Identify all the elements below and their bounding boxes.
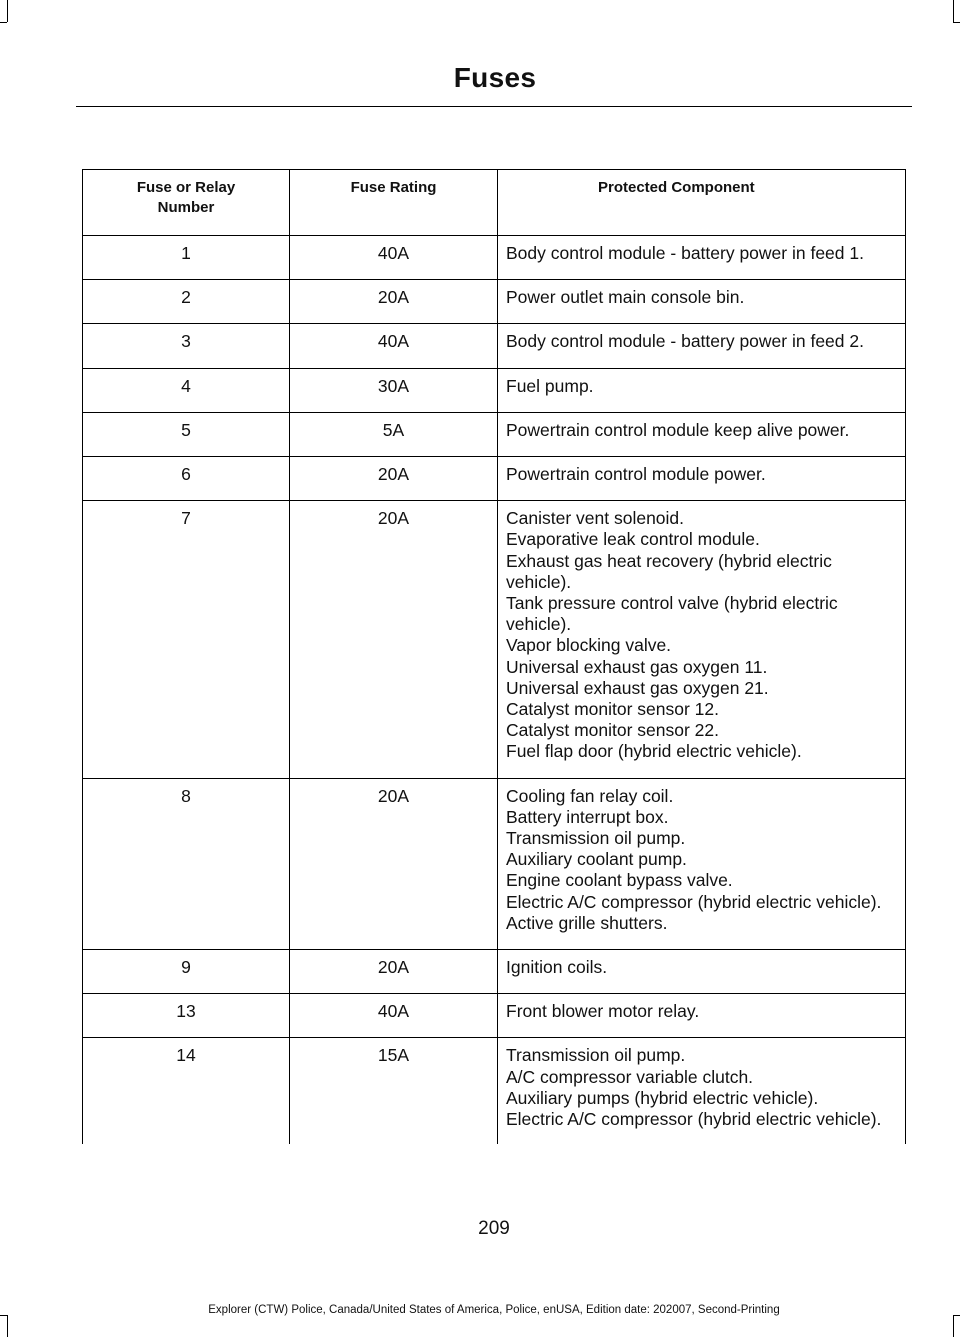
- component-line: Powertrain control module keep alive power.: [506, 419, 850, 440]
- fuse-rating: 40A: [290, 994, 498, 1038]
- protected-component: [498, 236, 906, 280]
- fuse-rating: 15A: [290, 1038, 498, 1144]
- protected-component: [498, 950, 906, 994]
- page-number: 209: [478, 1218, 510, 1239]
- fuse-rating: 20A: [290, 778, 498, 949]
- component-line: Battery interrupt box.: [506, 806, 669, 827]
- fuse-rating: 20A: [290, 280, 498, 324]
- page-title: Fuses: [453, 62, 537, 93]
- table-row: [83, 236, 906, 280]
- crop-mark-top-left: [7, 0, 8, 22]
- column-header-number: Fuse or Relay Number: [83, 170, 290, 236]
- column-header-component: Protected Component: [498, 170, 906, 236]
- table-row: [83, 501, 906, 778]
- fuse-number: 2: [83, 280, 290, 324]
- fuse-number: 4: [83, 368, 290, 412]
- component-line: Electric A/C compressor (hybrid electric vehicle).: [506, 1109, 882, 1130]
- fuse-rating: 20A: [290, 950, 498, 994]
- protected-component: [498, 1038, 906, 1144]
- component-line: Fuel flap door (hybrid electric vehicle).: [506, 741, 802, 762]
- component-line: Auxiliary coolant pump.: [506, 849, 687, 870]
- fuse-rating: 40A: [290, 236, 498, 280]
- fuse-table: [82, 169, 906, 1144]
- crop-mark-bottom-left: [7, 1315, 8, 1337]
- component-line: Fuel pump.: [506, 375, 594, 396]
- component-line: Front blower motor relay.: [506, 1001, 700, 1022]
- fuse-number: 1: [83, 236, 290, 280]
- component-line: Transmission oil pump.: [506, 828, 686, 849]
- component-line: Transmission oil pump.: [506, 1045, 686, 1066]
- component-line: Ignition coils.: [506, 957, 608, 978]
- fuse-rating: 20A: [290, 501, 498, 778]
- fuse-rating: 20A: [290, 457, 498, 501]
- protected-component: [498, 994, 906, 1038]
- protected-component: [498, 501, 906, 778]
- table-row: [83, 368, 906, 412]
- component-line: Vapor blocking valve.: [506, 635, 672, 656]
- protected-component: [498, 324, 906, 368]
- component-line: Universal exhaust gas oxygen 21.: [506, 677, 769, 698]
- fuse-number: 7: [83, 501, 290, 778]
- table-row: [83, 778, 906, 949]
- component-line: Electric A/C compressor (hybrid electric vehicle).: [506, 891, 882, 912]
- component-line: Exhaust gas heat recovery (hybrid electric vehicle).: [506, 550, 832, 592]
- component-line: Engine coolant bypass valve.: [506, 870, 733, 891]
- table-row: [83, 280, 906, 324]
- fuse-rating: 40A: [290, 324, 498, 368]
- protected-component: [498, 457, 906, 501]
- crop-mark-top-left: [0, 22, 7, 23]
- fuse-rating: 5A: [290, 412, 498, 456]
- fuse-number: 13: [83, 994, 290, 1038]
- component-line: Canister vent solenoid.: [506, 508, 685, 529]
- table-row: [83, 412, 906, 456]
- component-line: Evaporative leak control module.: [506, 529, 760, 550]
- footer-text: Explorer (CTW) Police, Canada/United States of America, Police, enUSA, Edition date: 202007, Second-Printing: [208, 1304, 780, 1316]
- protected-component: [498, 368, 906, 412]
- fuse-table-body: [83, 236, 906, 1145]
- component-line: Universal exhaust gas oxygen 11.: [506, 656, 768, 677]
- component-line: Active grille shutters.: [506, 912, 668, 933]
- component-line: Powertrain control module power.: [506, 464, 766, 485]
- component-line: Auxiliary pumps (hybrid electric vehicle).: [506, 1087, 819, 1108]
- column-header-rating: Fuse Rating: [290, 170, 498, 236]
- table-row: [83, 457, 906, 501]
- title-rule: [76, 106, 912, 107]
- component-line: Cooling fan relay coil.: [506, 785, 674, 806]
- fuse-rating: 30A: [290, 368, 498, 412]
- protected-component: [498, 778, 906, 949]
- table-row: [83, 994, 906, 1038]
- fuse-number: 5: [83, 412, 290, 456]
- protected-component: [498, 412, 906, 456]
- crop-mark-top-right: [953, 22, 960, 23]
- component-line: Body control module - battery power in feed 2.: [506, 331, 864, 352]
- crop-mark-top-right: [953, 0, 954, 22]
- table-row: [83, 1038, 906, 1144]
- component-line: Body control module - battery power in feed 1.: [506, 243, 864, 263]
- table-row: [83, 950, 906, 994]
- fuse-number: 8: [83, 778, 290, 949]
- table-header-row: [83, 170, 906, 236]
- component-line: Catalyst monitor sensor 22.: [506, 720, 720, 741]
- fuse-number: 3: [83, 324, 290, 368]
- fuse-number: 14: [83, 1038, 290, 1144]
- table-row: [83, 324, 906, 368]
- component-line: Catalyst monitor sensor 12.: [506, 699, 720, 720]
- protected-component: [498, 280, 906, 324]
- fuse-number: 6: [83, 457, 290, 501]
- component-line: Power outlet main console bin.: [506, 287, 745, 308]
- fuse-number: 9: [83, 950, 290, 994]
- crop-mark-bottom-right: [953, 1315, 954, 1337]
- component-line: Tank pressure control valve (hybrid electric vehicle).: [506, 593, 838, 635]
- component-line: A/C compressor variable clutch.: [506, 1066, 754, 1087]
